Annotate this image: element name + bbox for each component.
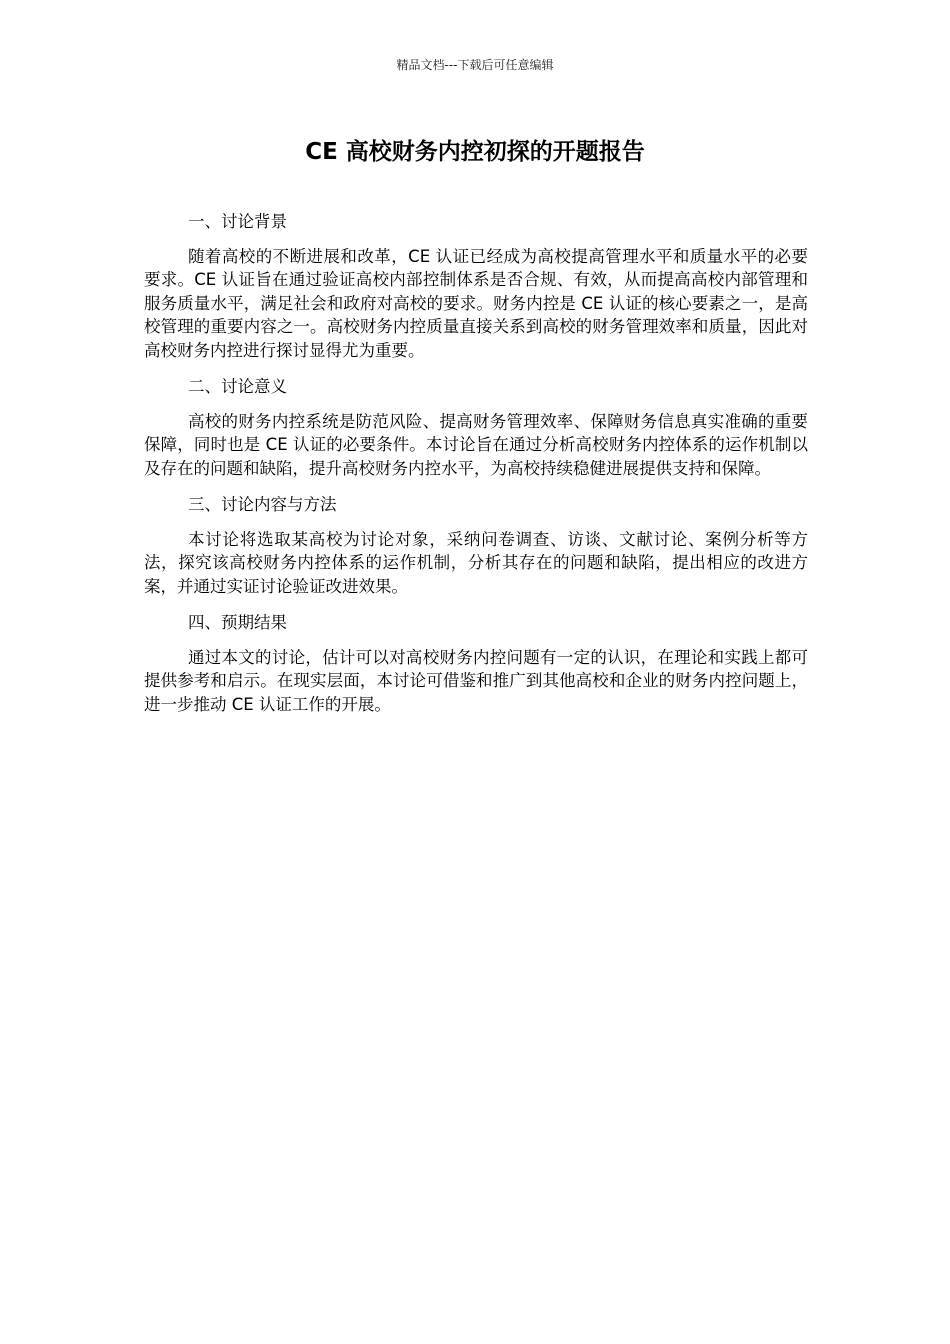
section-heading: 一、讨论背景 (188, 212, 287, 231)
document-title: CE 高校财务内控初探的开题报告 (305, 139, 645, 165)
section-paragraph: 通过本文的讨论，估计可以对高校财务内控问题有一定的认识，在理论和实践上都可提供参考和启示。在现实层面，本讨论可借鉴和推广到其他高校和企业的财务内控问题上，进一步推动 CE 认证工作的开展。 (144, 647, 808, 714)
section-heading: 二、讨论意义 (188, 377, 287, 396)
section-content-methods (144, 493, 808, 598)
section-background (144, 210, 808, 362)
header-note: 精品文档---下载后可任意编辑 (396, 58, 554, 72)
section-paragraph: 高校的财务内控系统是防范风险、提高财务管理效率、保障财务信息真实准确的重要保障，同时也是 CE 认证的必要条件。本讨论旨在通过分析高校财务内控体系的运作机制以及存在的问题和缺陷，提升高校财务内控水平，为高校持续稳健进展提供支持和保障。 (144, 411, 808, 478)
section-paragraph: 随着高校的不断进展和改革，CE 认证已经成为高校提高管理水平和质量水平的必要要求。CE 认证旨在通过验证高校内部控制体系是否合规、有效，从而提高高校内部管理和服务质量水平，满足社会和政府对高校的要求。财务内控是 CE 认证的核心要素之一，是高校管理的重要内容之一。高校财务内控质量直接关系到高校的财务管理效率和质量，因此对高校财务内控进行探讨显得尤为重要。 (144, 246, 808, 360)
section-significance (144, 375, 808, 480)
section-heading: 四、预期结果 (188, 613, 287, 632)
document-body (144, 210, 808, 729)
section-paragraph: 本讨论将选取某高校为讨论对象，采纳问卷调查、访谈、文献讨论、案例分析等方法，探究该高校财务内控体系的运作机制，分析其存在的问题和缺陷，提出相应的改进方案，并通过实证讨论验证改进效果。 (144, 529, 808, 596)
section-heading: 三、讨论内容与方法 (188, 495, 337, 514)
section-expected-results (144, 611, 808, 716)
